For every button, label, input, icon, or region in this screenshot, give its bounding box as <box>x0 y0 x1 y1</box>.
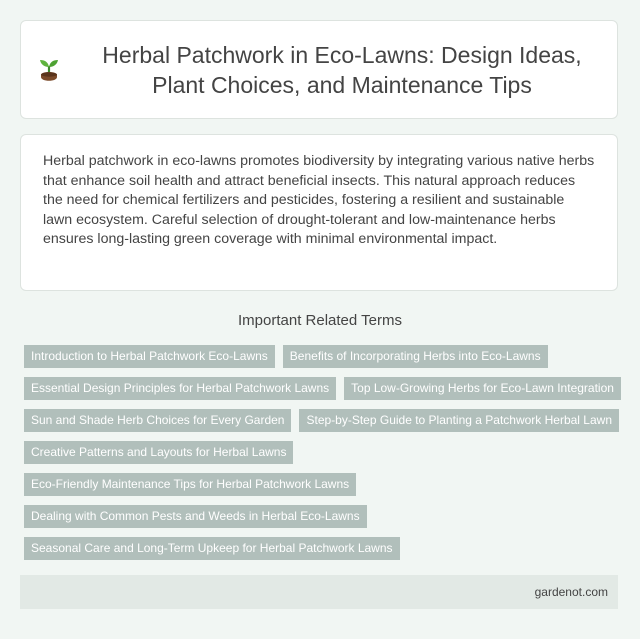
related-term-tag[interactable]: Sun and Shade Herb Choices for Every Garden <box>24 409 291 432</box>
title-row <box>21 40 617 100</box>
related-term-tag[interactable]: Eco-Friendly Maintenance Tips for Herbal Patchwork Lawns <box>24 473 356 496</box>
related-terms-list <box>24 345 624 560</box>
footer <box>20 575 618 609</box>
intro-card <box>20 134 618 291</box>
page-title: Herbal Patchwork in Eco-Lawns: Design Ideas, Plant Choices, and Maintenance Tips <box>102 41 582 98</box>
related-term-tag[interactable]: Step-by-Step Guide to Planting a Patchwork Herbal Lawn <box>299 409 619 432</box>
intro-paragraph: Herbal patchwork in eco-lawns promotes biodiversity by integrating various native herbs that enhance soil health and attract beneficial insects. This natural approach reduces the need for chemical fertilizers and pesticides, fostering a resilient and sustainable lawn ecosystem. Careful selection of drought-tolerant and low-maintenance herbs ensures long-lasting green coverage with minimal environmental impact. <box>43 153 595 247</box>
related-term-tag[interactable]: Creative Patterns and Layouts for Herbal Lawns <box>24 441 293 464</box>
related-term-tag[interactable]: Seasonal Care and Long-Term Upkeep for Herbal Patchwork Lawns <box>24 537 400 560</box>
related-term-tag[interactable]: Benefits of Incorporating Herbs into Eco-Lawns <box>283 345 548 368</box>
related-term-tag[interactable]: Essential Design Principles for Herbal Patchwork Lawns <box>24 377 336 400</box>
sprout-icon <box>35 55 63 85</box>
title-card <box>20 20 618 119</box>
footer-site-link[interactable]: gardenot.com <box>534 585 608 599</box>
related-term-tag[interactable]: Top Low-Growing Herbs for Eco-Lawn Integration <box>344 377 621 400</box>
related-terms-heading: Important Related Terms <box>238 312 402 329</box>
related-term-tag[interactable]: Introduction to Herbal Patchwork Eco-Lawns <box>24 345 275 368</box>
related-term-tag[interactable]: Dealing with Common Pests and Weeds in Herbal Eco-Lawns <box>24 505 367 528</box>
